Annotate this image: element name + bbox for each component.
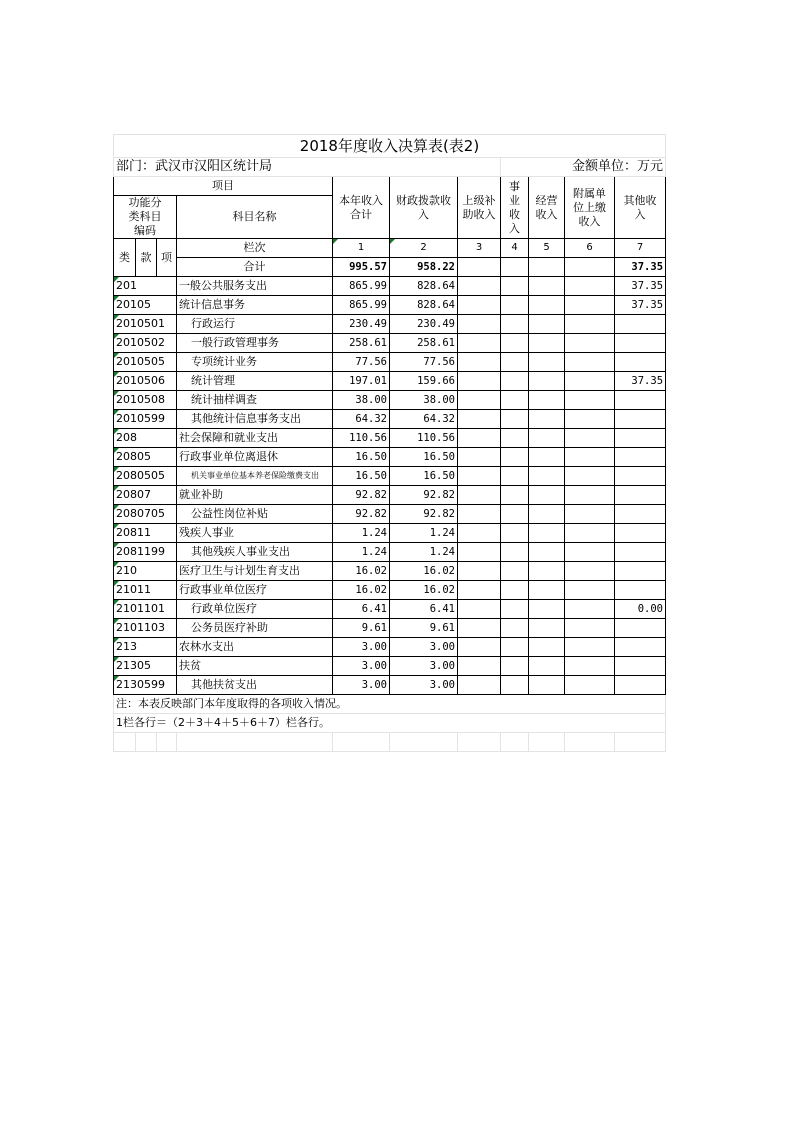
total-income: 92.82 <box>333 486 390 505</box>
col-number: 7 <box>615 239 666 258</box>
fiscal-income: 64.32 <box>390 410 458 429</box>
col-affiliated-header: 附属单位上缴收入 <box>565 177 615 239</box>
table-row <box>114 448 666 467</box>
subject-name: 一般公共服务支出 <box>177 277 333 296</box>
subject-name: 专项统计业务 <box>177 353 333 372</box>
func-code: 2101101 <box>114 600 177 619</box>
total-sum-total: 995.57 <box>333 258 390 277</box>
table-row <box>114 410 666 429</box>
total-income: 230.49 <box>333 315 390 334</box>
total-income: 3.00 <box>333 638 390 657</box>
func-code: 20811 <box>114 524 177 543</box>
func-code: 2080705 <box>114 505 177 524</box>
total-income: 16.50 <box>333 467 390 486</box>
table-row <box>114 467 666 486</box>
other-income <box>615 505 666 524</box>
col-number: 2 <box>390 239 458 258</box>
func-code: 2081199 <box>114 543 177 562</box>
col-business-header: 事业收入 <box>501 177 529 239</box>
col-fiscal-header: 财政拨款收入 <box>390 177 458 239</box>
other-income <box>615 524 666 543</box>
total-income: 1.24 <box>333 543 390 562</box>
func-code: 2010508 <box>114 391 177 410</box>
fiscal-income: 1.24 <box>390 524 458 543</box>
note-line-1: 注：本表反映部门本年度取得的各项收入情况。 <box>114 695 666 714</box>
func-code: 210 <box>114 562 177 581</box>
func-code: 2010505 <box>114 353 177 372</box>
column-index-label: 栏次 <box>177 239 333 258</box>
func-code: 2101103 <box>114 619 177 638</box>
subject-name: 残疾人事业 <box>177 524 333 543</box>
other-income <box>615 315 666 334</box>
fiscal-income: 16.02 <box>390 581 458 600</box>
other-income <box>615 448 666 467</box>
fiscal-income: 38.00 <box>390 391 458 410</box>
subject-name: 一般行政管理事务 <box>177 334 333 353</box>
table-row <box>114 315 666 334</box>
func-code: 2010501 <box>114 315 177 334</box>
subject-name: 统计管理 <box>177 372 333 391</box>
subject-name: 农林水支出 <box>177 638 333 657</box>
other-income <box>615 543 666 562</box>
other-income <box>615 581 666 600</box>
func-code: 201 <box>114 277 177 296</box>
total-income: 9.61 <box>333 619 390 638</box>
table-row <box>114 581 666 600</box>
other-income <box>615 410 666 429</box>
other-income: 0.00 <box>615 600 666 619</box>
col-number: 3 <box>458 239 501 258</box>
table-row <box>114 524 666 543</box>
other-income <box>615 676 666 695</box>
func-code: 20807 <box>114 486 177 505</box>
func-code: 208 <box>114 429 177 448</box>
total-income: 16.02 <box>333 581 390 600</box>
total-income: 865.99 <box>333 277 390 296</box>
fiscal-income: 16.50 <box>390 467 458 486</box>
total-income: 258.61 <box>333 334 390 353</box>
subject-name: 扶贫 <box>177 657 333 676</box>
fiscal-income: 77.56 <box>390 353 458 372</box>
unit-label: 金额单位：万元 <box>501 158 666 177</box>
total-income: 6.41 <box>333 600 390 619</box>
table-title: 2018年度收入决算表(表2) <box>114 135 666 158</box>
col-total-header: 本年收入合计 <box>333 177 390 239</box>
other-income: 37.35 <box>615 277 666 296</box>
subject-name: 其他扶贫支出 <box>177 676 333 695</box>
subject-name: 就业补助 <box>177 486 333 505</box>
subject-name-header: 科目名称 <box>177 196 333 239</box>
subject-name: 其他残疾人事业支出 <box>177 543 333 562</box>
other-income <box>615 353 666 372</box>
fiscal-income: 828.64 <box>390 296 458 315</box>
other-income <box>615 657 666 676</box>
total-income: 3.00 <box>333 657 390 676</box>
col-number: 4 <box>501 239 529 258</box>
other-income <box>615 429 666 448</box>
fiscal-income: 92.82 <box>390 505 458 524</box>
fiscal-income: 3.00 <box>390 676 458 695</box>
table-row <box>114 619 666 638</box>
fiscal-income: 9.61 <box>390 619 458 638</box>
other-income <box>615 638 666 657</box>
subject-name: 机关事业单位基本养老保险缴费支出 <box>177 467 333 486</box>
total-income: 110.56 <box>333 429 390 448</box>
other-income <box>615 619 666 638</box>
table-row <box>114 353 666 372</box>
total-income: 16.02 <box>333 562 390 581</box>
func-code: 2010599 <box>114 410 177 429</box>
table-row <box>114 334 666 353</box>
subject-name: 统计信息事务 <box>177 296 333 315</box>
subject-name: 行政单位医疗 <box>177 600 333 619</box>
col-other-header: 其他收入 <box>615 177 666 239</box>
xiang-header: 项 <box>157 239 177 277</box>
col-number: 1 <box>333 239 390 258</box>
total-income: 92.82 <box>333 505 390 524</box>
col-number: 6 <box>565 239 615 258</box>
subject-name: 统计抽样调查 <box>177 391 333 410</box>
other-income <box>615 334 666 353</box>
func-code: 2130599 <box>114 676 177 695</box>
subject-name: 行政事业单位医疗 <box>177 581 333 600</box>
total-income: 16.50 <box>333 448 390 467</box>
lei-header: 类 <box>114 239 136 277</box>
total-income: 3.00 <box>333 676 390 695</box>
other-income: 37.35 <box>615 372 666 391</box>
table-row <box>114 429 666 448</box>
total-income: 64.32 <box>333 410 390 429</box>
table-row <box>114 486 666 505</box>
other-income <box>615 391 666 410</box>
total-label: 合计 <box>177 258 333 277</box>
table-row <box>114 505 666 524</box>
table-row <box>114 543 666 562</box>
col-subsidy-header: 上级补助收入 <box>458 177 501 239</box>
other-income <box>615 486 666 505</box>
fiscal-income: 110.56 <box>390 429 458 448</box>
fiscal-income: 6.41 <box>390 600 458 619</box>
subject-name: 公务员医疗补助 <box>177 619 333 638</box>
total-income: 1.24 <box>333 524 390 543</box>
fiscal-income: 16.50 <box>390 448 458 467</box>
func-code: 20105 <box>114 296 177 315</box>
other-income <box>615 467 666 486</box>
func-code: 2010506 <box>114 372 177 391</box>
func-code-header: 功能分类科目编码 <box>114 196 177 239</box>
project-header: 项目 <box>114 177 333 196</box>
func-code: 21305 <box>114 657 177 676</box>
table-row <box>114 657 666 676</box>
func-code: 213 <box>114 638 177 657</box>
kuan-header: 款 <box>136 239 157 277</box>
fiscal-income: 159.66 <box>390 372 458 391</box>
note-line-2: 1栏各行＝（2＋3＋4＋5＋6＋7）栏各行。 <box>114 714 666 733</box>
func-code: 2080505 <box>114 467 177 486</box>
col-number: 5 <box>529 239 565 258</box>
fiscal-income: 230.49 <box>390 315 458 334</box>
total-income: 77.56 <box>333 353 390 372</box>
col-operate-header: 经营收入 <box>529 177 565 239</box>
fiscal-income: 258.61 <box>390 334 458 353</box>
subject-name: 医疗卫生与计划生育支出 <box>177 562 333 581</box>
fiscal-income: 16.02 <box>390 562 458 581</box>
income-statement-sheet <box>113 134 665 752</box>
subject-name: 行政运行 <box>177 315 333 334</box>
func-code: 2010502 <box>114 334 177 353</box>
total-income: 865.99 <box>333 296 390 315</box>
table-row <box>114 638 666 657</box>
total-income: 197.01 <box>333 372 390 391</box>
subject-name: 社会保障和就业支出 <box>177 429 333 448</box>
total-sum-other: 37.35 <box>615 258 666 277</box>
department-label: 部门：武汉市汉阳区统计局 <box>114 158 501 177</box>
table-row <box>114 277 666 296</box>
other-income <box>615 562 666 581</box>
fiscal-income: 92.82 <box>390 486 458 505</box>
subject-name: 公益性岗位补贴 <box>177 505 333 524</box>
income-table <box>113 134 666 752</box>
total-income: 38.00 <box>333 391 390 410</box>
table-row <box>114 372 666 391</box>
func-code: 21011 <box>114 581 177 600</box>
subject-name: 其他统计信息事务支出 <box>177 410 333 429</box>
table-row <box>114 296 666 315</box>
table-row <box>114 600 666 619</box>
fiscal-income: 3.00 <box>390 638 458 657</box>
subject-name: 行政事业单位离退休 <box>177 448 333 467</box>
table-row <box>114 676 666 695</box>
fiscal-income: 828.64 <box>390 277 458 296</box>
func-code: 20805 <box>114 448 177 467</box>
fiscal-income: 1.24 <box>390 543 458 562</box>
fiscal-income: 3.00 <box>390 657 458 676</box>
table-row <box>114 391 666 410</box>
table-row <box>114 562 666 581</box>
total-sum-fiscal: 958.22 <box>390 258 458 277</box>
other-income: 37.35 <box>615 296 666 315</box>
